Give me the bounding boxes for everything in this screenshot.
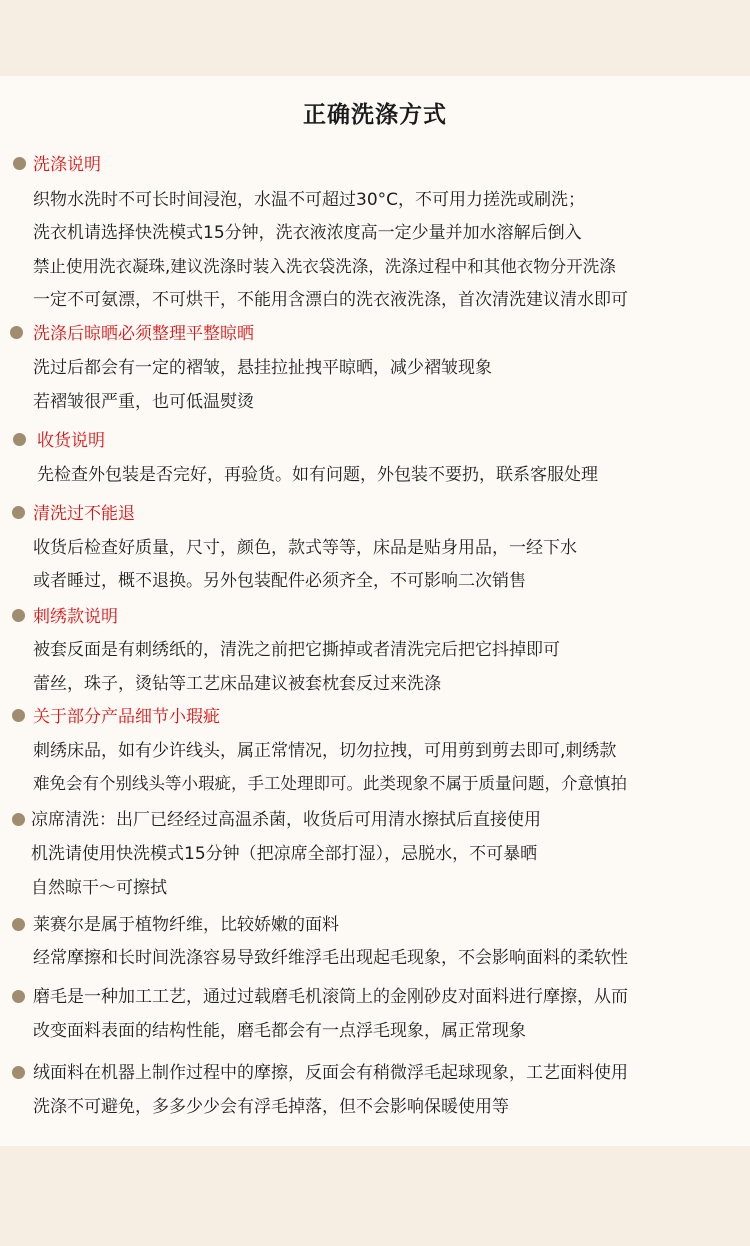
text-line: 磨毛是一种加工工艺，通过过载磨毛机滚筒上的金刚砂皮对面料进行摩擦，从而 bbox=[33, 987, 628, 1007]
bullet-dot-icon bbox=[12, 918, 25, 931]
bullet-dot-icon bbox=[12, 506, 25, 519]
text-line: 收货后检查好质量，尺寸，颜色，款式等等，床品是贴身用品，一经下水 bbox=[33, 538, 577, 558]
text-line: 蕾丝，珠子，烫钻等工艺床品建议被套枕套反过来洗涤 bbox=[33, 674, 441, 694]
text-line: 或者睡过，概不退换。另外包装配件必须齐全，不可影响二次销售 bbox=[33, 571, 526, 591]
bullet-dot-icon bbox=[12, 609, 25, 622]
text-line: 经常摩擦和长时间洗涤容易导致纤维浮毛出现起毛现象，不会影响面料的柔软性 bbox=[33, 948, 628, 968]
section-heading: 洗涤说明 bbox=[33, 155, 101, 175]
bullet-dot-icon bbox=[12, 990, 25, 1003]
text-line: 凉席清洗：出厂已经经过高温杀菌，收货后可用清水擦拭后直接使用 bbox=[31, 810, 541, 830]
text-line: 洗衣机请选择快洗模式15分钟，洗衣液浓度高一定少量并加水溶解后倒入 bbox=[33, 223, 582, 243]
text-line: 一定不可氨漂，不可烘干，不能用含漂白的洗衣液洗涤，首次清洗建议清水即可 bbox=[33, 290, 628, 310]
section-heading: 洗涤后晾晒必须整理平整晾晒 bbox=[33, 324, 254, 344]
bullet-dot-icon bbox=[13, 157, 26, 170]
text-line: 难免会有个别线头等小瑕疵，手工处理即可。此类现象不属于质量问题，介意慎拍 bbox=[33, 774, 627, 793]
bullet-dot-icon bbox=[12, 1066, 25, 1079]
text-line: 莱赛尔是属于植物纤维，比较娇嫩的面料 bbox=[33, 915, 339, 935]
text-line: 绒面料在机器上制作过程中的摩擦，反面会有稍微浮毛起球现象，工艺面料使用 bbox=[33, 1063, 628, 1083]
bullet-dot-icon bbox=[12, 813, 25, 826]
text-line: 改变面料表面的结构性能，磨毛都会有一点浮毛现象，属正常现象 bbox=[33, 1021, 526, 1041]
text-line: 若褶皱很严重，也可低温熨烫 bbox=[33, 392, 254, 412]
section-heading: 关于部分产品细节小瑕疵 bbox=[33, 707, 220, 727]
text-line: 机洗请使用快洗模式15分钟（把凉席全部打湿），忌脱水，不可暴晒 bbox=[31, 844, 538, 864]
text-line: 被套反面是有刺绣纸的，清洗之前把它撕掉或者清洗完后把它抖掉即可 bbox=[33, 640, 560, 660]
bullet-dot-icon bbox=[13, 433, 26, 446]
section-heading: 清洗过不能退 bbox=[33, 504, 135, 524]
text-line: 禁止使用洗衣凝珠,建议洗涤时装入洗衣袋洗涤，洗涤过程中和其他衣物分开洗涤 bbox=[33, 257, 616, 276]
text-line: 自然晾干～可擦拭 bbox=[31, 878, 167, 898]
bullet-dot-icon bbox=[10, 326, 23, 339]
section-heading: 收货说明 bbox=[37, 431, 105, 451]
text-line: 洗涤不可避免，多多少少会有浮毛掉落，但不会影响保暖使用等 bbox=[33, 1097, 509, 1117]
bullet-dot-icon bbox=[12, 709, 25, 722]
page-title: 正确洗涤方式 bbox=[303, 102, 447, 128]
text-line: 洗过后都会有一定的褶皱，悬挂拉扯拽平晾晒，减少褶皱现象 bbox=[33, 358, 492, 378]
text-line: 刺绣床品，如有少许线头，属正常情况，切勿拉拽，可用剪到剪去即可,刺绣款 bbox=[33, 741, 617, 761]
text-line: 先检查外包装是否完好，再验货。如有问题，外包装不要扔，联系客服处理 bbox=[37, 465, 598, 485]
text-line: 织物水洗时不可长时间浸泡，水温不可超过30°C，不可用力搓洗或刷洗； bbox=[33, 190, 586, 210]
section-heading: 刺绣款说明 bbox=[33, 607, 118, 627]
